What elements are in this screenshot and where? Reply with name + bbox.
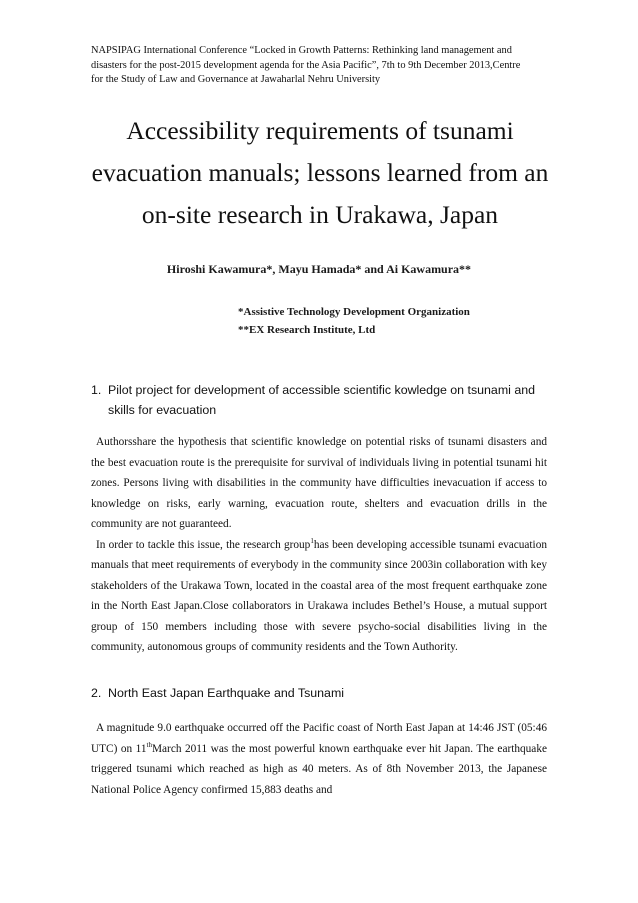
section-number: 2. [91,686,102,700]
paragraph-text: In order to tackle this issue, the research group [96,538,311,551]
affiliation-2: **EX Research Institute, Ltd [238,324,376,336]
affiliation-1: *Assistive Technology Development Organization [238,306,470,318]
title-line: evacuation manuals; lessons learned from an [91,158,549,187]
paragraph-text: March 2011 was the most powerful known earthquake ever hit Japan. The earthquake triggered tsunami which reached as high as 40 meters. As of 8th November 2013, the Japanese National Police Agency confirmed 15,883 deaths and [91,742,547,796]
section-title: Pilot project for development of accessible scientific kowledge on tsunami and skills for evacuation [108,383,536,417]
paragraph: Authorsshare the hypothesis that scientific knowledge on potential risks of tsunami disasters and the best evacuation route is the prerequisite for survival of individuals living in potential tsunami hit zones. Persons living with disabilities in the community have difficulties inevacuation if access to knowledge on risks, early warning, evacuation route, shelters and evacuation drills in the community are not guaranteed. [91,436,547,530]
section-1-body [91,432,547,658]
paragraph [91,535,547,658]
section-2-heading [91,683,551,703]
conference-header [91,44,551,88]
title-line: on-site research in Urakawa, Japan [141,200,499,229]
title-line: Accessibility requirements of tsunami [126,116,514,145]
header-line: NAPSIPAG International Conference “Locked in Growth Patterns: Rethinking land management and [91,45,512,56]
section-1-heading [91,380,551,420]
paragraph-text: A magnitude 9.0 earthquake occurred off the Pacific coast of North East Japan at 14:46 JST (05:46 UTC) on 11 [91,722,547,755]
footnote-marker: 1 [310,536,314,545]
author-list: Hiroshi Kawamura*, Mayu Hamada* and Ai Kawamura** [166,262,472,276]
paragraph-text: has been developing accessible tsunami evacuation manuals that meet requirements of everybody in the community since 2003in collaboration with key stakeholders of the Urakawa Town, located in the coastal area of the most frequent earthquake zone in the North East Japan.Close collaborators in Urakawa includes Bethel’s House, a mutual support group of 150 members including those with severe psycho-social disabilities living in the community, autonomous groups of community residents and the Town Authority. [91,538,547,653]
section-2-body [91,718,547,800]
paragraph [91,718,547,800]
header-line: for the Study of Law and Governance at Jawaharlal Nehru University [91,74,381,86]
section-number: 1. [91,383,102,397]
ordinal-suffix: th [146,740,152,749]
header-line: disasters for the post-2015 development agenda for the Asia Pacific”, 7th to 9th December 2013,Centre [91,59,521,71]
section-title: North East Japan Earthquake and Tsunami [108,686,345,700]
paper-title [80,110,560,236]
